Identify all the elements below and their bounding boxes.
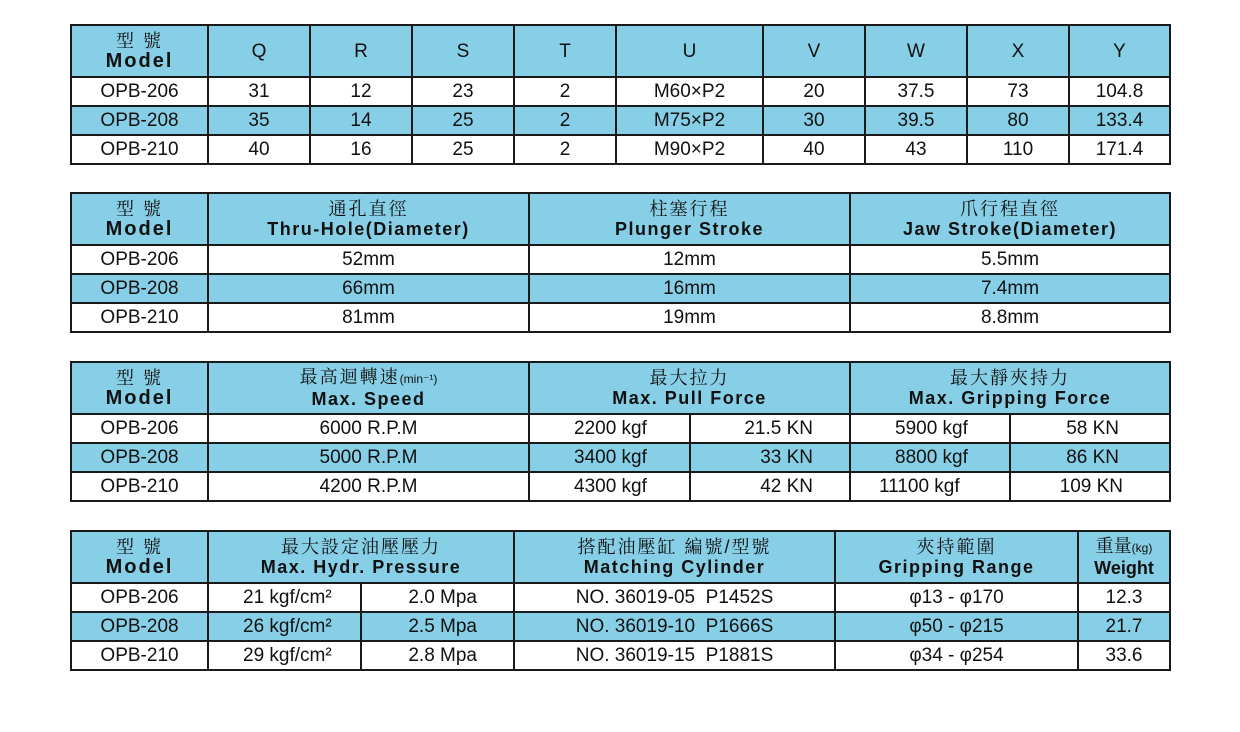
model-header-zh: 型 號 [115,537,163,557]
col-header-u: U [616,25,763,77]
pressure-mpa-cell: 2.8 Mpa [361,641,514,670]
col-header-r: R [310,25,412,77]
cylinder-cell: NO. 36019-10 P1666S [514,612,835,641]
pressure-kgf-cell: 29 kgf/cm² [208,641,361,670]
weight-unit: (kg) [1131,541,1153,555]
value-cell: 2 [514,135,616,164]
grip-kn-cell: 86 KN [1010,443,1170,472]
grip-kgf-cell: 8800 kgf [850,443,1010,472]
model-header-zh: 型 號 [115,31,163,51]
speed-cell: 5000 R.P.M [208,443,529,472]
cylinder-cell: NO. 36019-05 P1452S [514,583,835,612]
col-header-t: T [514,25,616,77]
model-header-en: Model [105,218,174,240]
value-cell: 37.5 [865,77,967,106]
value-cell: 40 [763,135,865,164]
max-speed-header: 最高迴轉速(min⁻¹) Max. Speed [208,362,529,414]
value-cell: 25 [412,135,514,164]
model-cell: OPB-210 [71,641,208,670]
model-cell: OPB-206 [71,414,208,443]
model-cell: OPB-208 [71,106,208,135]
table-row [71,641,1170,670]
pull-kn-cell: 21.5 KN [690,414,850,443]
pull-kn-cell: 42 KN [690,472,850,501]
model-header-zh: 型 號 [115,368,163,388]
value-cell: 81mm [208,303,529,332]
plunger-stroke-header: 柱塞行程 Plunger Stroke [529,193,850,245]
model-cell: OPB-210 [71,303,208,332]
jaw-stroke-header: 爪行程直徑 Jaw Stroke(Diameter) [850,193,1170,245]
max-pull-force-header: 最大拉力 Max. Pull Force [529,362,850,414]
value-cell: 20 [763,77,865,106]
pressure-mpa-cell: 2.0 Mpa [361,583,514,612]
table-row [71,106,1170,135]
table-row [71,472,1170,501]
table-row [71,612,1170,641]
weight-cell: 21.7 [1078,612,1170,641]
pressure-kgf-cell: 21 kgf/cm² [208,583,361,612]
speed-cell: 4200 R.P.M [208,472,529,501]
pressure-table [70,530,1171,671]
cylinder-cell: NO. 36019-15 P1881S [514,641,835,670]
model-header-zh: 型 號 [115,199,163,219]
weight-header: 重量(kg) Weight [1078,531,1170,583]
value-cell: 40 [208,135,310,164]
value-cell: 7.4mm [850,274,1170,303]
col-header-v: V [763,25,865,77]
table-row [71,583,1170,612]
model-cell: OPB-208 [71,612,208,641]
value-cell: 12mm [529,245,850,274]
col-header-s: S [412,25,514,77]
value-cell: 16 [310,135,412,164]
grip-kn-cell: 58 KN [1010,414,1170,443]
table-header-row [71,531,1170,583]
col-header-w: W [865,25,967,77]
table-row [71,414,1170,443]
value-cell: 39.5 [865,106,967,135]
value-cell: 5.5mm [850,245,1170,274]
weight-cell: 12.3 [1078,583,1170,612]
value-cell: 110 [967,135,1069,164]
grip-kgf-cell: 5900 kgf [850,414,1010,443]
model-cell: OPB-210 [71,135,208,164]
value-cell: 16mm [529,274,850,303]
table-row [71,135,1170,164]
model-cell: OPB-206 [71,245,208,274]
range-cell: φ34 - φ254 [835,641,1078,670]
value-cell: 25 [412,106,514,135]
value-cell: 8.8mm [850,303,1170,332]
max-gripping-force-header: 最大靜夾持力 Max. Gripping Force [850,362,1170,414]
pull-kgf-cell: 3400 kgf [529,443,690,472]
value-cell: 171.4 [1069,135,1170,164]
grip-kgf-cell: 11100 kgf [850,472,1010,501]
model-cell: OPB-206 [71,583,208,612]
value-cell: 66mm [208,274,529,303]
table-row [71,245,1170,274]
max-hydr-pressure-header: 最大設定油壓壓力 Max. Hydr. Pressure [208,531,514,583]
value-cell: 133.4 [1069,106,1170,135]
weight-cell: 33.6 [1078,641,1170,670]
table-header-row [71,25,1170,77]
grip-kn-cell: 109 KN [1010,472,1170,501]
value-cell: 2 [514,106,616,135]
range-cell: φ13 - φ170 [835,583,1078,612]
value-cell: 35 [208,106,310,135]
value-cell: 80 [967,106,1069,135]
thru-hole-header: 通孔直徑 Thru-Hole(Diameter) [208,193,529,245]
model-header-en: Model [105,556,174,578]
stroke-table [70,192,1171,333]
value-cell: M90×P2 [616,135,763,164]
value-cell: 73 [967,77,1069,106]
table-header-row [71,362,1170,414]
model-header [71,25,208,77]
value-cell: 19mm [529,303,850,332]
model-header [71,531,208,583]
model-header-en: Model [105,387,174,409]
table-row [71,77,1170,106]
col-header-x: X [967,25,1069,77]
value-cell: 104.8 [1069,77,1170,106]
pull-kgf-cell: 2200 kgf [529,414,690,443]
model-cell: OPB-208 [71,274,208,303]
dimensions-table [70,24,1171,165]
model-header [71,193,208,245]
value-cell: 12 [310,77,412,106]
range-cell: φ50 - φ215 [835,612,1078,641]
table-row [71,303,1170,332]
pressure-kgf-cell: 26 kgf/cm² [208,612,361,641]
pressure-mpa-cell: 2.5 Mpa [361,612,514,641]
speed-cell: 6000 R.P.M [208,414,529,443]
pull-kgf-cell: 4300 kgf [529,472,690,501]
value-cell: 31 [208,77,310,106]
model-header-en: Model [105,50,174,72]
pull-kn-cell: 33 KN [690,443,850,472]
value-cell: 2 [514,77,616,106]
value-cell: M60×P2 [616,77,763,106]
table-row [71,443,1170,472]
model-cell: OPB-208 [71,443,208,472]
table-header-row [71,193,1170,245]
value-cell: 30 [763,106,865,135]
value-cell: 52mm [208,245,529,274]
value-cell: 14 [310,106,412,135]
gripping-range-header: 夾持範圍 Gripping Range [835,531,1078,583]
value-cell: 43 [865,135,967,164]
col-header-q: Q [208,25,310,77]
model-cell: OPB-206 [71,77,208,106]
speed-unit: (min⁻¹) [399,372,438,386]
table-row [71,274,1170,303]
value-cell: M75×P2 [616,106,763,135]
model-cell: OPB-210 [71,472,208,501]
col-header-y: Y [1069,25,1170,77]
matching-cylinder-header: 搭配油壓缸 編號/型號 Matching Cylinder [514,531,835,583]
value-cell: 23 [412,77,514,106]
force-table [70,361,1171,502]
model-header [71,362,208,414]
